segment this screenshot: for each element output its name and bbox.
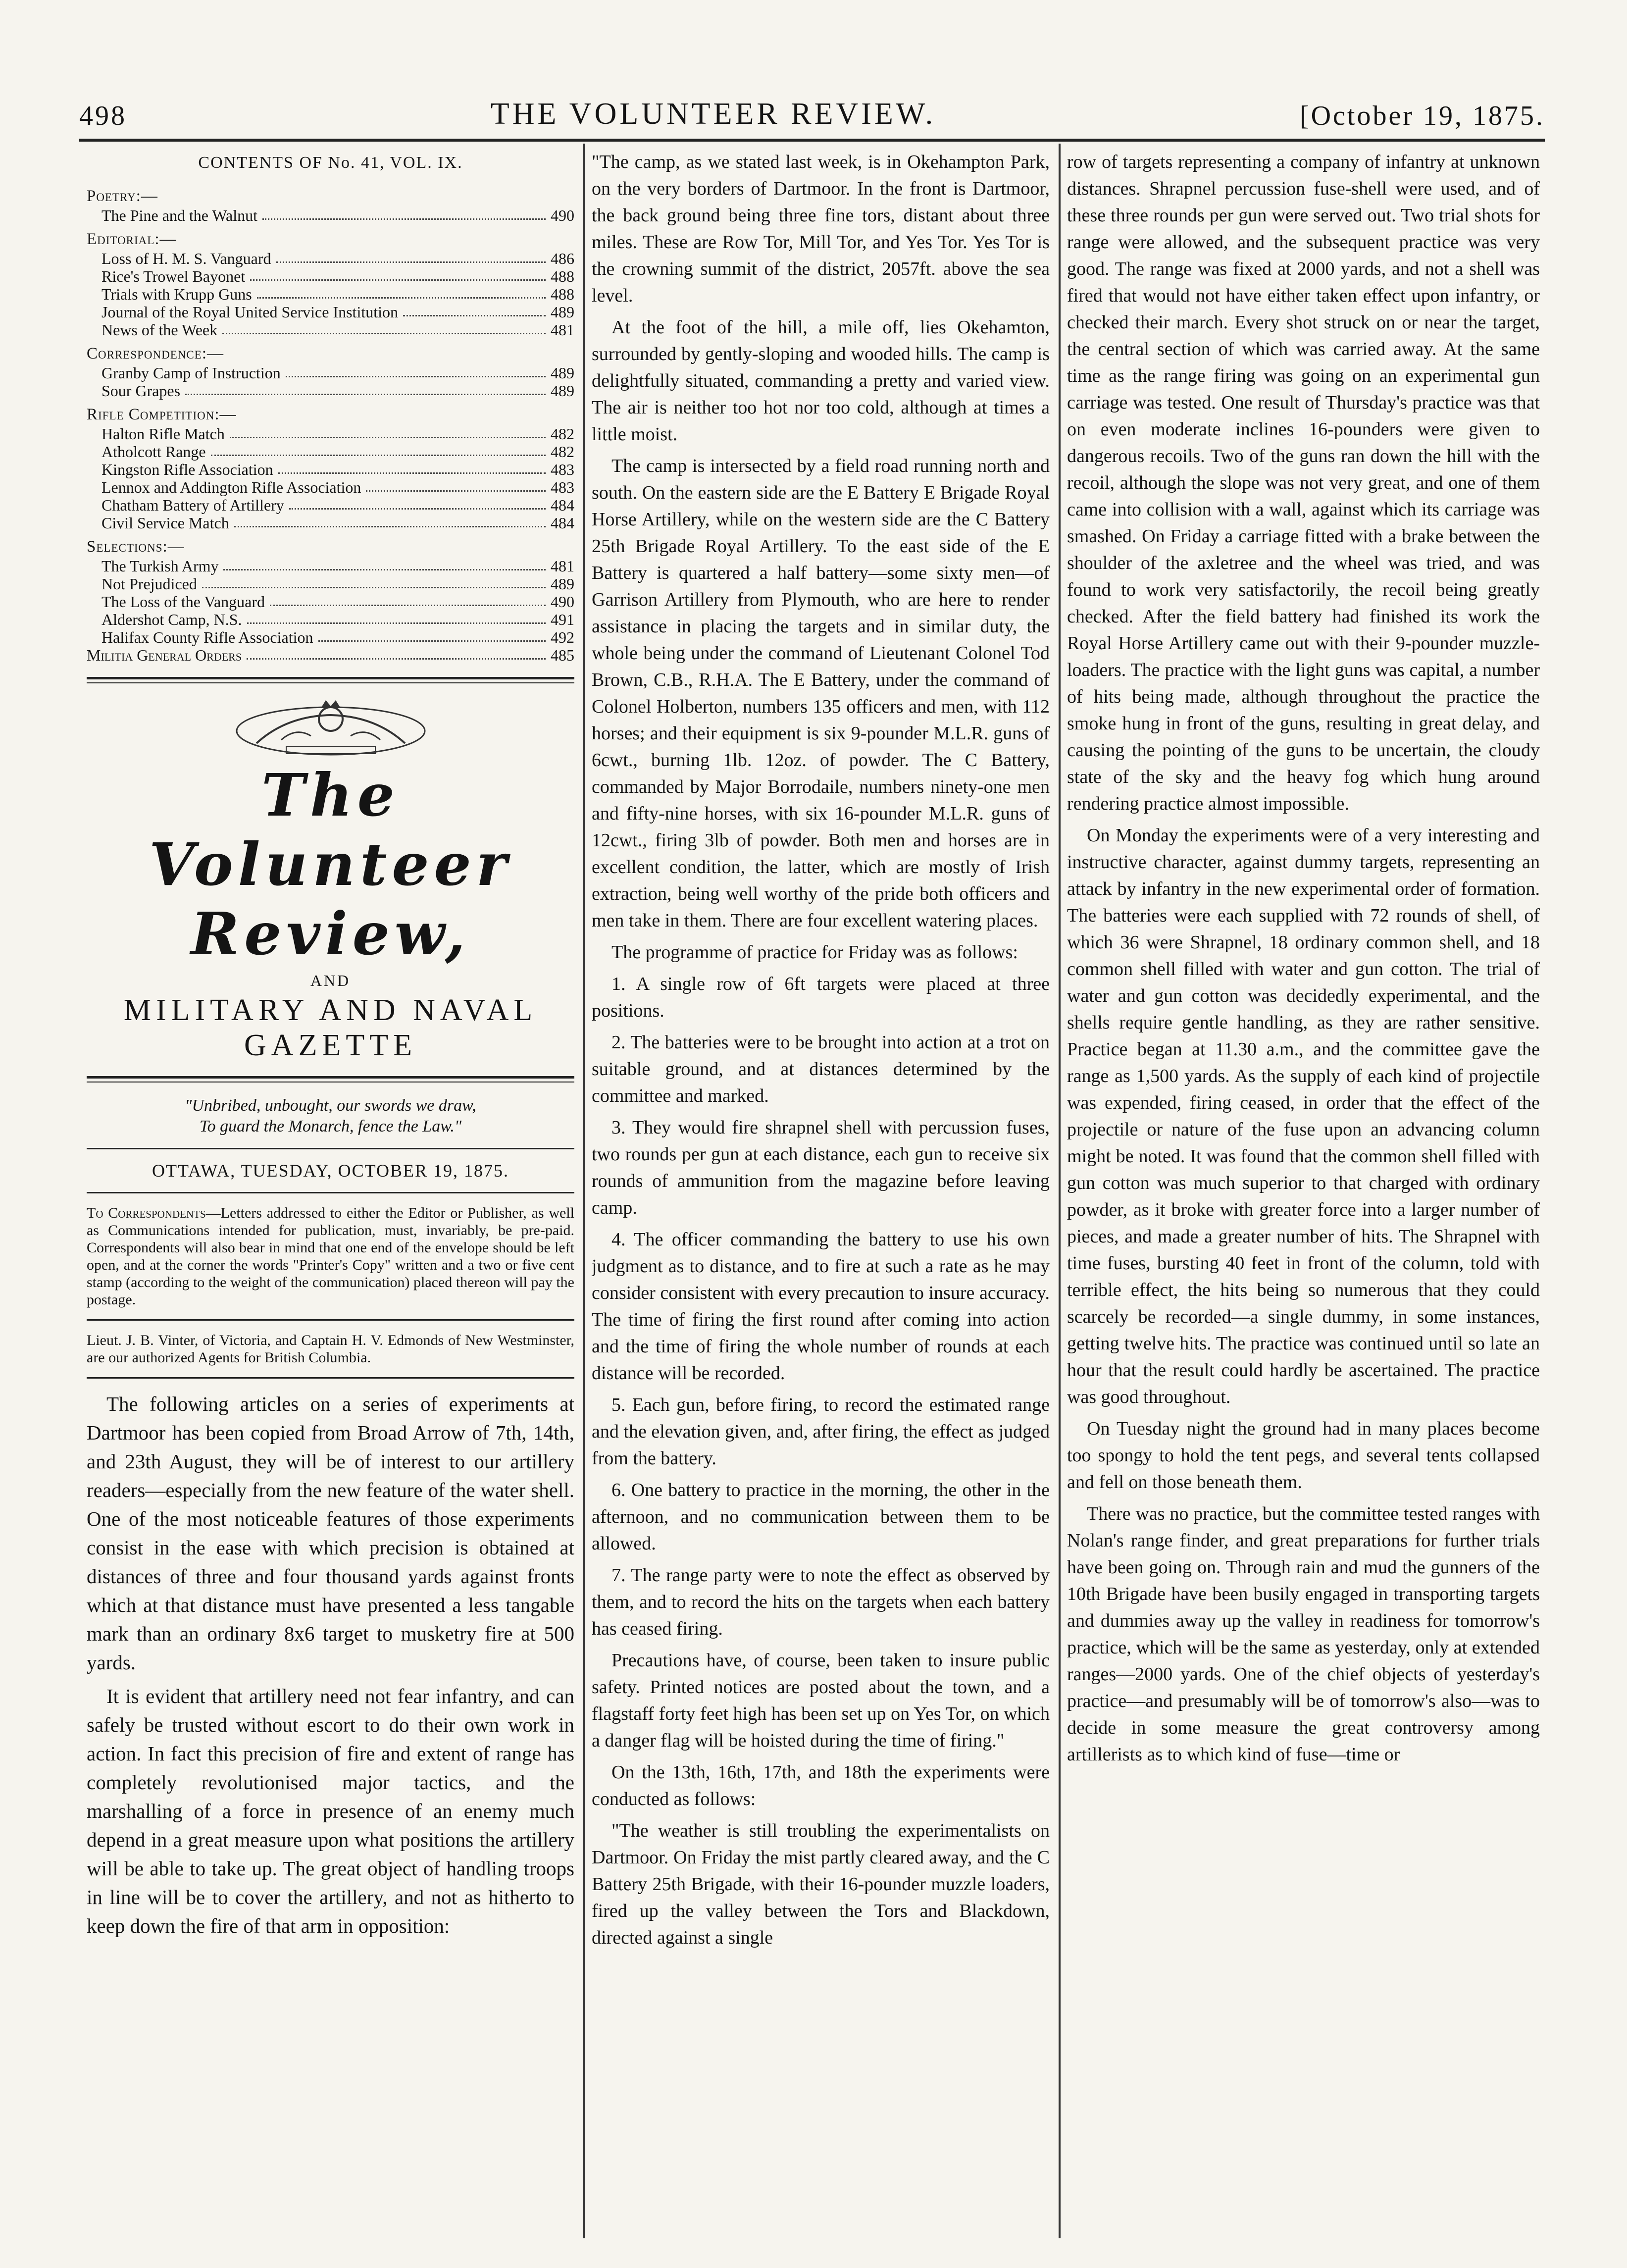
contents-entry-page: 486: [551, 250, 574, 267]
royal-crest-icon: [227, 696, 435, 761]
contents-entry-page: 483: [551, 478, 574, 496]
leader-dots: [286, 364, 546, 377]
article-paragraph: The programme of practice for Friday was as follows:: [611, 942, 1018, 963]
dateline: OTTAWA, TUESDAY, OCTOBER 19, 1875.: [152, 1161, 509, 1181]
page-number: 498: [79, 101, 127, 131]
leader-dots: [185, 382, 546, 395]
leader-dots: [318, 628, 546, 642]
contents-entry-title: Journal of the Royal United Service Institution: [102, 303, 398, 321]
contents-section-heading: Rifle Competition:—: [87, 406, 237, 423]
contents-entry-title: Aldershot Camp, N.S.: [102, 611, 242, 628]
article-paragraph: 3. They would fire shrapnel shell with percussion fuses, two rounds per gun at each distance, each gun to receive six rounds of ammunition from the magazine before leaving camp.: [592, 1117, 1050, 1218]
issue-date: [October 19, 1875.: [1299, 101, 1545, 131]
article-paragraph: On Tuesday night the ground had in many places become too spongy to hold the tent pegs, and several tents collapsed and fell on those beneath them.: [1067, 1418, 1540, 1493]
contents-entry-title: The Loss of the Vanguard: [102, 593, 265, 611]
contents-entry-title: Loss of H. M. S. Vanguard: [102, 250, 271, 267]
leader-dots: [222, 321, 546, 334]
leader-dots: [276, 250, 546, 263]
contents-section-heading: Correspondence:—: [87, 345, 224, 362]
contents-entry-title: The Pine and the Walnut: [102, 206, 257, 224]
contents-row: [87, 557, 574, 575]
masthead-title: The Volunteer Review,: [149, 761, 512, 968]
column-1: [87, 149, 574, 2243]
contents-entry-page: 491: [551, 611, 574, 628]
leader-dots: [278, 461, 546, 474]
contents-entry-page: 489: [551, 303, 574, 321]
motto-line-2: To guard the Monarch, fence the Law.": [199, 1117, 462, 1135]
contents-row: [87, 382, 574, 400]
contents-entry-page: 489: [551, 575, 574, 593]
article-column-1: [87, 1390, 574, 1940]
leader-dots: [247, 646, 546, 660]
leader-dots: [230, 425, 546, 438]
article-paragraph: 4. The officer commanding the battery to use his own judgment as to distance, and to fire at such a rate as he may consider consistent with every precaution to insure accuracy. The time of firing the first round after coming into action and the time of firing the whole number of rounds at each distance will be recorded.: [592, 1229, 1050, 1384]
contents-entry-title: Trials with Krupp Guns: [102, 285, 252, 303]
motto-line-1: "Unbribed, unbought, our swords we draw,: [185, 1096, 476, 1115]
column-rule-1: [583, 144, 585, 2238]
leader-dots: [366, 478, 546, 492]
article-paragraph: row of targets representing a company of infantry at unknown distances. Shrapnel percussion fuse-shell were used, and of these three rounds per gun were served out. Two trial shots for range were allowed, and the subsequent practice was very good. The range was fixed at 2000 yards, and not a shell was fired that would not have either taken effect upon infantry, or checked their march. Every shot struck on or near the target, the central section of which was carried away. At the same time as the range firing was going on an experimental gun carriage was tested. One result of Thursday's practice was that on even moderate inclines 16-pounders were given to dangerous recoils. Two of the guns ran down the hill with the recoil, although the slope was not very great, and one of them came into collision with a wall, against which its carriage was smashed. On Friday a carriage fitted with a brake between the shoulder of the axletree and the wheel was tried, and was found to work very satisfactorily, the recoil being greatly checked. After the field battery had finished its work the Royal Horse Artillery came out with their 9-pounder muzzle-loaders. The practice with the light guns was capital, a number of hits being made, although throughout the practice the smoke hung in front of the guns, resulting in great delay, and causing the pointing of the guns to be uncertain, the cloudy state of the sky and the heavy fog which hung around rendering practice almost impossible.: [1067, 152, 1540, 814]
article-column-3: [1067, 149, 1540, 1768]
contents-entry-title: Lennox and Addington Rifle Association: [102, 478, 361, 496]
correspondents-text: —Letters addressed to either the Editor or Publisher, as well as Communications intended for publication, must, invariably, be pre-paid. Correspondents will also bear in mind that one end of the envelope should be left open, and at the corner the words "Printer's Copy" written and a two or five cent stamp (according to the weight of the communication) placed thereon will pay the postage.: [87, 1205, 574, 1308]
article-paragraph: It is evident that artillery need not fear infantry, and can safely be trusted without escort to do their own work in action. In fact this precision of fire and extent of range has completely revolutionised major tactics, and the marshalling of a force in presence of an enemy much depend in a great measure upon what positions the artillery will be able to take up. The great object of handling troops in line will be to cover the artillery, and not as hitherto to keep down the fire of that arm in opposition:: [87, 1685, 574, 1937]
column-2: [592, 149, 1050, 2243]
leader-dots: [223, 557, 546, 570]
leader-dots: [403, 303, 546, 316]
column-rule-2: [1059, 144, 1061, 2238]
article-paragraph: "The weather is still troubling the experimentalists on Dartmoor. On Friday the mist partly cleared away, and the C Battery 25th Brigade, with their 16-pounder muzzle loaders, fired up the valley between the Tors and Blackdown, directed against a single: [592, 1820, 1050, 1948]
contents-row: [87, 575, 574, 593]
leader-dots: [211, 443, 546, 456]
contents-row: [87, 321, 574, 339]
contents-row: [87, 478, 574, 496]
article-column-2: [592, 149, 1050, 1951]
contents-entry-title: Halton Rifle Match: [102, 425, 225, 443]
contents-entry-page: 484: [551, 514, 574, 532]
correspondents-lead: To Correspondents: [87, 1205, 206, 1221]
article-paragraph: 1. A single row of 6ft targets were placed at three positions.: [592, 974, 1050, 1021]
article-paragraph: "The camp, as we stated last week, is in Okehampton Park, on the very borders of Dartmoor. In the front is Dartmoor, the back ground being three fine tors, distant about three miles. These are Row Tor, Mill Tor, and Yes Tor. Yes Tor is the crowning summit of the district, 2057ft. above the sea level.: [592, 152, 1050, 306]
correspondents-notice: [87, 1204, 574, 1308]
leader-dots: [202, 575, 546, 588]
contents-row: [87, 514, 574, 532]
contents-entry-title: Halifax County Rifle Association: [102, 628, 313, 646]
contents-entry-page: 481: [551, 321, 574, 339]
running-head: [79, 92, 1545, 132]
contents-entry-page: 490: [551, 593, 574, 611]
contents-entry-title: News of the Week: [102, 321, 218, 339]
contents-row: [87, 496, 574, 514]
leader-dots: [234, 514, 546, 527]
contents-section-heading: Selections:—: [87, 538, 185, 556]
contents-entry-page: 490: [551, 206, 574, 224]
contents-entry-title: The Turkish Army: [102, 557, 219, 575]
contents-row: [87, 628, 574, 646]
column-3: [1067, 149, 1540, 2243]
contents-entry-page: 482: [551, 443, 574, 461]
contents-row: [87, 267, 574, 285]
contents-row: [87, 443, 574, 461]
article-paragraph: 6. One battery to practice in the morning, the other in the afternoon, and no communication between them to be allowed.: [592, 1480, 1050, 1554]
contents-row: [87, 206, 574, 224]
contents-entry-page: 488: [551, 267, 574, 285]
contents-row: [87, 593, 574, 611]
agents-notice: Lieut. J. B. Vinter, of Victoria, and Captain H. V. Edmonds of New Westminster, are our authorized Agents for British Columbia.: [87, 1332, 574, 1366]
leader-dots: [270, 593, 546, 606]
contents-entry-title: Not Prejudiced: [102, 575, 197, 593]
contents-entry-page: 482: [551, 425, 574, 443]
contents-entry-title: Sour Grapes: [102, 382, 181, 400]
header-rule: [79, 139, 1545, 142]
rule: [87, 1192, 574, 1193]
publication-title: THE VOLUNTEER REVIEW.: [490, 97, 936, 131]
contents-entry-page: 489: [551, 382, 574, 400]
article-paragraph: On the 13th, 16th, 17th, and 18th the experiments were conducted as follows:: [592, 1762, 1050, 1809]
contents-entry-title: Kingston Rifle Association: [102, 461, 273, 478]
contents-list: [87, 187, 574, 664]
leader-dots: [257, 285, 546, 299]
article-paragraph: 2. The batteries were to be brought into action at a trot on suitable ground, and at distances determined by the committee and marked.: [592, 1032, 1050, 1106]
article-paragraph: There was no practice, but the committee tested ranges with Nolan's range finder, and great preparations for further trials have been going on. Through rain and mud the gunners of the 10th Brigade have been busily engaged in transporting targets and dummies away up the valley in readiness for tomorrow's practice, which will be the same as yesterday, only at extended ranges—2000 yards. One of the chief objects of yesterday's practice—and presumably will be of tomorrow's also—was to decide in some measure the great controversy among artillerists as to which kind of fuse—time or: [1067, 1503, 1540, 1765]
rule: [87, 1377, 574, 1379]
contents-row: [87, 611, 574, 628]
contents-row: [87, 364, 574, 382]
article-paragraph: At the foot of the hill, a mile off, lies Okehamton, surrounded by gently-sloping and wooded hills. The camp is delightfully situated, commanding a pretty and varied view. The air is neither too hot nor too cold, although at times a little moist.: [592, 317, 1050, 445]
contents-entry-title: Rice's Trowel Bayonet: [102, 267, 246, 285]
article-paragraph: 5. Each gun, before firing, to record the estimated range and the elevation given, and, after firing, the effect as judged from the battery.: [592, 1394, 1050, 1469]
contents-entry-page: 492: [551, 628, 574, 646]
contents-entry-page: 484: [551, 496, 574, 514]
double-rule: [87, 677, 574, 683]
contents-title: CONTENTS OF No. 41, VOL. IX.: [198, 154, 463, 172]
leader-dots: [262, 206, 546, 220]
contents-entry-page: 488: [551, 285, 574, 303]
contents-entry-title: Civil Service Match: [102, 514, 229, 532]
contents-section-heading: Editorial:—: [87, 230, 177, 248]
contents-row: [87, 646, 574, 664]
contents-section-heading: Poetry:—: [87, 187, 158, 205]
article-paragraph: On Monday the experiments were of a very interesting and instructive character, against dummy targets, representing an attack by infantry in the new experimental order of formation. The batteries were each supplied with 72 rounds of shell, of which 36 were Shrapnel, 18 ordinary common shell, and 18 common shell filled with water and gun cotton. The trial of water and gun cotton was decidedly experimental, and the shells require gentle handling, as they are rather sensitive. Practice began at 11.30 a.m., and the committee gave the range as 1,500 yards. As the supply of each kind of projectile was expended, firing ceased, in order that the effect of the projectile or nature of the fuse upon an advancing column might be noted. It was found that the common shell filled with gun cotton was much superior to that charged with ordinary powder, as it broke with greater force into a larger number of pieces, and made a greater number of hits. The Shrapnel with time fuses, bursting 40 feet in front of the column, told with terrible effect, the hits being so numerous that they could scarcely be recorded—a single dummy, in some instances, getting twelve hits. The practice was continued until so late an hour that the result could hardly be ascertained. The practice was good throughout.: [1067, 825, 1540, 1407]
masthead: [87, 696, 574, 1063]
contents-row: [87, 303, 574, 321]
article-paragraph: Precautions have, of course, been taken to insure public safety. Printed notices are posted about the town, and a flagstaff forty feet high has been set up on Yes Tor, on which a danger flag will be hoisted during the time of firing.": [592, 1650, 1050, 1751]
contents-row: [87, 425, 574, 443]
contents-row: [87, 250, 574, 267]
leader-dots: [247, 611, 546, 624]
contents-entry-page: 489: [551, 364, 574, 382]
masthead-and: AND: [310, 972, 351, 989]
article-paragraph: The following articles on a series of experiments at Dartmoor has been copied from Broad Arrow of 7th, 14th, and 23th August, they will be of interest to our artillery readers—especially from the new feature of the water shell. One of the most noticeable features of those experiments consist in the ease with which precision is obtained at distances of three and four thousand yards against fronts which at that distance must have presented a less tangable mark than an ordinary 8x6 target to musketry fire at 500 yards.: [87, 1392, 574, 1674]
contents-entry-page: 483: [551, 461, 574, 478]
double-rule: [87, 1076, 574, 1082]
contents-entry-page: 485: [551, 646, 574, 664]
contents-entry-title: Atholcott Range: [102, 443, 206, 461]
motto: [87, 1095, 574, 1137]
masthead-subtitle: MILITARY AND NAVAL GAZETTE: [123, 993, 538, 1062]
contents-entry-title: Militia General Orders: [87, 646, 242, 664]
rule: [87, 1319, 574, 1321]
leader-dots: [289, 496, 546, 510]
contents-entry-page: 481: [551, 557, 574, 575]
leader-dots: [250, 267, 546, 281]
article-paragraph: 7. The range party were to note the effect as observed by them, and to record the hits on the targets when each battery has ceased firing.: [592, 1565, 1050, 1639]
contents-row: [87, 285, 574, 303]
contents-entry-title: Granby Camp of Instruction: [102, 364, 281, 382]
rule: [87, 1148, 574, 1149]
article-paragraph: The camp is intersected by a field road running north and south. On the eastern side are the E Battery E Brigade Royal Horse Artillery, while on the western side are the C Battery 25th Brigade Royal Artillery. To the east side of the E Battery is quartered a half battery—some sixty men—of Garrison Artillery from Plymouth, who are here to render assistance in placing the targets and in similar duty, the whole being under the command of Lieutenant Colonel Tod Brown, C.B., R.H.A. The E Battery, under the command of Colonel Holberton, numbers 135 officers and men, with 112 horses; and their equipment is six 9-pounder M.L.R. guns of 6cwt., burning 1lb. 12oz. of powder. The C Battery, commanded by Major Borrodaile, numbers ninety-one men and fifty-nine horses, with six 16-pounder M.L.R. guns of 12cwt., firing 3lb of powder. Both men and horses are in excellent condition, the latter, which are mostly of Irish extraction, being well worthy of the pride both officers and men take in them. There are four excellent watering places.: [592, 456, 1050, 931]
contents-row: [87, 461, 574, 478]
contents-entry-title: Chatham Battery of Artillery: [102, 496, 284, 514]
